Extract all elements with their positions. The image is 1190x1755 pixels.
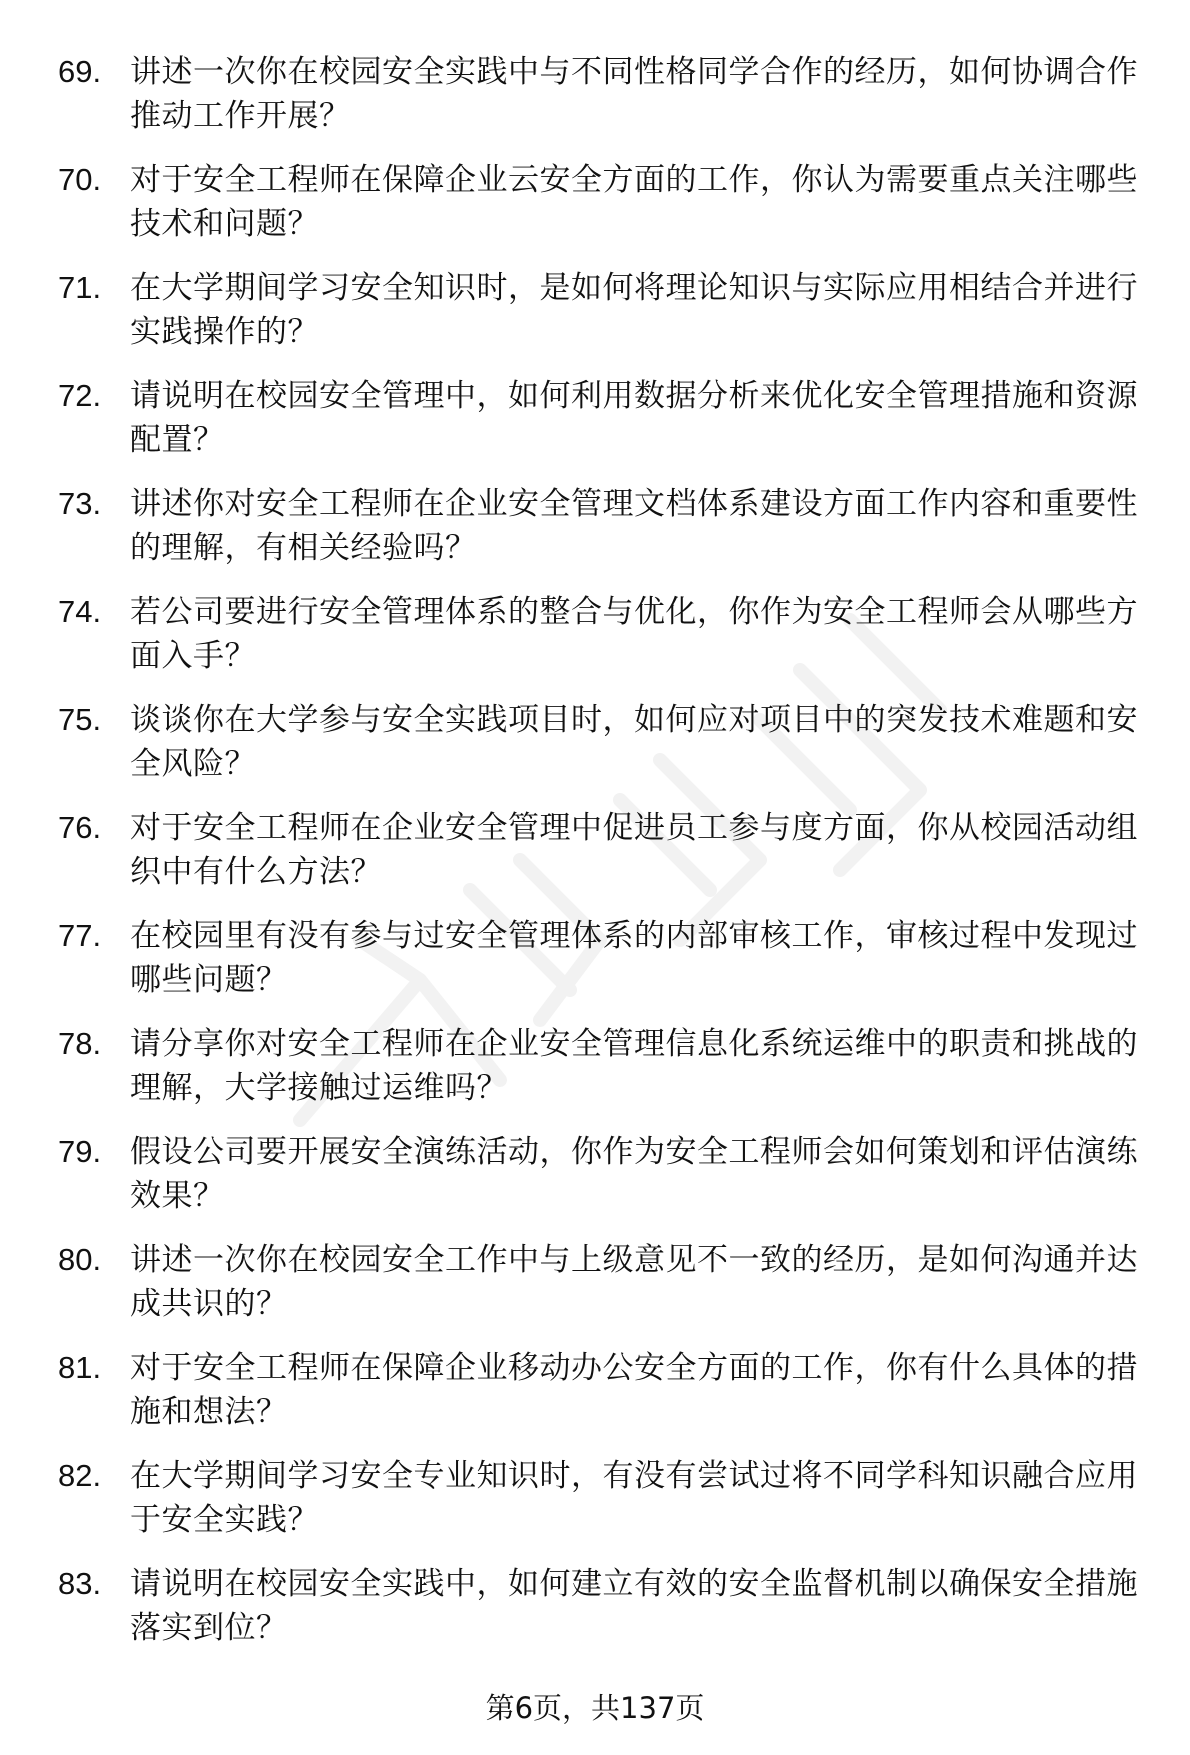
question-item xyxy=(58,1562,1148,1670)
question-text: 在校园里有没有参与过安全管理体系的内部审核工作，审核过程中发现过哪些问题？ xyxy=(130,918,1138,998)
question-text: 讲述一次你在校园安全工作中与上级意见不一致的经历，是如何沟通并达成共识的？ xyxy=(130,1242,1138,1322)
question-item xyxy=(58,698,1148,806)
question-number: 69. xyxy=(58,54,102,89)
question-text: 讲述一次你在校园安全实践中与不同性格同学合作的经历，如何协调合作推动工作开展？ xyxy=(130,54,1138,134)
question-text: 讲述你对安全工程师在企业安全管理文档体系建设方面工作内容和重要性的理解，有相关经验吗？ xyxy=(130,486,1138,566)
question-item xyxy=(58,158,1148,266)
question-text: 谈谈你在大学参与安全实践项目时，如何应对项目中的突发技术难题和安全风险？ xyxy=(130,702,1138,782)
question-number: 73. xyxy=(58,486,102,521)
question-text: 在大学期间学习安全专业知识时，有没有尝试过将不同学科知识融合应用于安全实践？ xyxy=(130,1458,1138,1538)
page-number-footer: 第6页，共137页 xyxy=(485,1691,705,1725)
question-text: 对于安全工程师在保障企业移动办公安全方面的工作，你有什么具体的措施和想法？ xyxy=(130,1350,1138,1430)
question-number: 77. xyxy=(58,918,102,953)
question-item xyxy=(58,1454,1148,1562)
question-number: 82. xyxy=(58,1458,102,1493)
question-number: 83. xyxy=(58,1566,102,1601)
question-item xyxy=(58,1130,1148,1238)
question-text: 对于安全工程师在保障企业云安全方面的工作，你认为需要重点关注哪些技术和问题？ xyxy=(130,162,1138,242)
question-text: 请分享你对安全工程师在企业安全管理信息化系统运维中的职责和挑战的理解，大学接触过运维吗？ xyxy=(130,1026,1138,1106)
question-item xyxy=(58,50,1148,158)
question-text: 假设公司要开展安全演练活动，你作为安全工程师会如何策划和评估演练效果？ xyxy=(130,1134,1138,1214)
question-number: 74. xyxy=(58,594,102,629)
question-item xyxy=(58,590,1148,698)
question-text: 对于安全工程师在企业安全管理中促进员工参与度方面，你从校园活动组织中有什么方法？ xyxy=(130,810,1138,890)
question-list xyxy=(58,50,1148,1670)
question-item xyxy=(58,1346,1148,1454)
question-number: 70. xyxy=(58,162,102,197)
question-text: 请说明在校园安全实践中，如何建立有效的安全监督机制以确保安全措施落实到位？ xyxy=(130,1566,1138,1646)
question-number: 80. xyxy=(58,1242,102,1277)
question-item xyxy=(58,806,1148,914)
question-text: 若公司要进行安全管理体系的整合与优化，你作为安全工程师会从哪些方面入手？ xyxy=(130,594,1138,674)
question-number: 81. xyxy=(58,1350,102,1385)
question-item xyxy=(58,1022,1148,1130)
question-item xyxy=(58,1238,1148,1346)
question-item xyxy=(58,266,1148,374)
question-number: 76. xyxy=(58,810,102,845)
question-number: 79. xyxy=(58,1134,102,1169)
question-item xyxy=(58,914,1148,1022)
question-number: 72. xyxy=(58,378,102,413)
question-number: 71. xyxy=(58,270,102,305)
question-number: 78. xyxy=(58,1026,102,1061)
question-item xyxy=(58,374,1148,482)
question-number: 75. xyxy=(58,702,102,737)
question-text: 请说明在校园安全管理中，如何利用数据分析来优化安全管理措施和资源配置？ xyxy=(130,378,1138,458)
question-item xyxy=(58,482,1148,590)
question-text: 在大学期间学习安全知识时，是如何将理论知识与实际应用相结合并进行实践操作的？ xyxy=(130,270,1138,350)
